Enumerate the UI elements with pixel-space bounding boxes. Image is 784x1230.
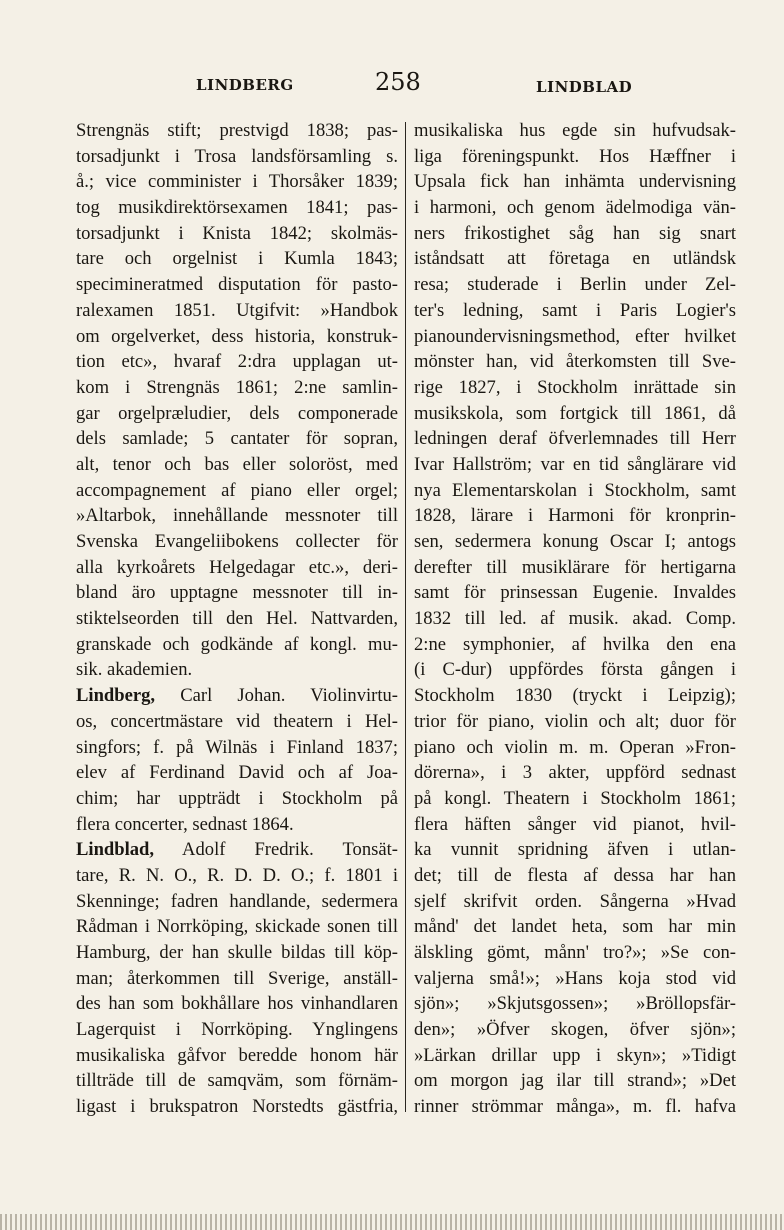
column-divider <box>405 122 406 1112</box>
text-line: på kongl. Theatern i Stockholm 1861; <box>414 787 736 809</box>
left-column <box>76 118 398 1120</box>
text-line: det; till de flesta af dessa har han <box>414 864 736 886</box>
text-line: Upsala fick han inhämta undervisning <box>414 171 736 193</box>
text-line: sen, sedermera konung Oscar I; antogs <box>414 531 736 552</box>
text-line: »Lärkan drillar upp i skyn»; »Tidigt <box>414 1044 736 1066</box>
text-line: alt, tenor och bas eller soloröst, med <box>76 453 398 475</box>
text-line: Skenninge; fadren handlande, sedermera <box>76 890 398 912</box>
text-line: chim; har uppträdt i Stockholm på <box>76 787 398 809</box>
text-line: »Altarbok, innehållande messnoter till <box>76 505 398 527</box>
text-line: gar orgelpræludier, dels componerade <box>76 402 398 424</box>
running-head-left: LINDBERG <box>196 76 294 94</box>
text-line: nya Elementarskolan i Stockholm, samt <box>414 479 736 501</box>
text-line: dörerna», i 3 akter, uppförd sednast <box>414 762 736 784</box>
text-line: valjerna små!»; »Hans koja stod vid <box>414 967 736 989</box>
text-line: musikaliska gåfvor beredde honom här <box>76 1044 398 1066</box>
text-line: piano och violin m. m. Operan »Fron- <box>414 736 736 758</box>
running-head-right: LINDBLAD <box>536 78 633 96</box>
text-line: samt för prinsessan Eugenie. Invaldes <box>414 582 736 604</box>
text-line: Hamburg, der han skulle bildas till köp- <box>76 942 398 963</box>
text-line: alla kyrkoårets Helgedagar etc.», deri- <box>76 556 398 578</box>
entry-first-line <box>76 683 398 709</box>
text-line: 1832 till led. af musik. akad. Comp. <box>414 608 736 630</box>
text-line: mönster han, vid återkomsten till Sve- <box>414 351 736 373</box>
text-line: den»; »Öfver skogen, öfver sjön»; <box>414 1019 736 1041</box>
text-line: man; återkommen till Sverige, anställ- <box>76 967 398 989</box>
text-line: torsadjunkt i Knista 1842; skolmäs- <box>76 222 398 244</box>
text-line: dels samlade; 5 cantater för sopran, <box>76 428 398 450</box>
text-line: Ivar Hallström; var en tid sånglärare vid <box>414 453 736 475</box>
entry-lindberg <box>76 683 398 837</box>
text-line: älskling gömt, månn' tro?»; »Se con- <box>414 942 736 963</box>
text-line: tare, R. N. O., R. D. D. O.; f. 1801 i <box>76 864 398 886</box>
text-line: specimineratmed disputation för pasto- <box>76 274 398 296</box>
text-line: om orgelverket, dess historia, konstruk- <box>76 325 398 347</box>
text-line: ralexamen 1851. Utgifvit: »Handbok <box>76 299 398 321</box>
continued-entry-text <box>76 118 398 683</box>
text-line: tog musikdirektörsexamen 1841; pas- <box>76 197 398 219</box>
text-line: månd' det landet heta, som har min <box>414 916 736 938</box>
entry-headword: Lindblad, <box>76 839 155 861</box>
text-line: Rådman i Norrköping, skickade sonen till <box>76 916 398 938</box>
text-line: Stockholm 1830 (tryckt i Leipzig); <box>414 685 736 707</box>
text-line: Svenska Evangeliibokens collecter för <box>76 531 398 552</box>
entry-first-line <box>76 837 398 863</box>
text-line: tion etc», hvaraf 2:dra upplagan ut- <box>76 351 398 373</box>
text-line: des han som bokhållare hos vinhandlaren <box>76 993 398 1015</box>
text-line: Strengnäs stift; prestvigd 1838; pas- <box>76 120 398 141</box>
text-line: tare och orgelnist i Kumla 1843; <box>76 248 398 270</box>
text-line: accompagnement af piano eller orgel; <box>76 479 398 501</box>
text-line: (i C-dur) uppfördes första gången i <box>414 659 736 681</box>
text-line: tillträde till de samqväm, som förnäm- <box>76 1070 398 1092</box>
text-line: rige 1827, i Stockholm inrättade sin <box>414 376 736 398</box>
text-line: granskade och godkände af kongl. mu- <box>76 633 398 655</box>
entry-lindblad <box>76 837 398 1120</box>
text-line: ter's ledning, samt i Paris Logier's <box>414 299 736 321</box>
text-line: rinner strömmar många», m. fl. hafva <box>414 1096 736 1118</box>
text-line: pianoundervisningsmethod, efter hvilket <box>414 325 736 347</box>
text-line: 1828, lärare i Harmoni för kronprin- <box>414 505 736 527</box>
text-line: sjelf skrifvit orden. Sångerna »Hvad <box>414 890 736 912</box>
text-line: kom i Strengnäs 1861; 2:ne samlin- <box>76 376 398 398</box>
text-line: om morgon jag ilar till strand»; »Det <box>414 1070 736 1092</box>
text-line: os, concertmästare vid theatern i Hel- <box>76 710 398 732</box>
entry-first-line-text: Adolf Fredrik. Tonsät- <box>182 839 399 861</box>
page-header <box>0 68 784 102</box>
text-line: derefter till musiklärare för hertigarna <box>414 556 736 578</box>
text-line: bland äro upptagne messnoter till in- <box>76 582 398 604</box>
right-column <box>414 118 736 1120</box>
text-line: sjön»; »Skjutsgossen»; »Bröllopsfär- <box>414 993 736 1015</box>
text-line: musikskola, som fortgick till 1861, då <box>414 402 736 424</box>
text-line: singfors; f. på Wilnäs i Finland 1837; <box>76 736 398 758</box>
text-line: sik. akademien. <box>76 659 193 681</box>
scan-edge-strip <box>0 1214 784 1230</box>
entry-headword: Lindberg, <box>76 685 156 707</box>
text-line: liga föreningspunkt. Hos Hæffner i <box>414 145 736 167</box>
text-line: å.; vice comminister i Thorsåker 1839; <box>76 171 398 193</box>
text-line: ners frikostighet såg han sig snart <box>414 222 736 244</box>
text-line: stiktelseorden till den Hel. Nattvarden, <box>76 608 398 630</box>
text-line: musikaliska hus egde sin hufvudsak- <box>414 120 736 141</box>
text-line: ka vunnit spridning äfven i utlan- <box>414 839 736 861</box>
text-line: ledningen deraf öfverlemnades till Herr <box>414 428 736 450</box>
text-line: torsadjunkt i Trosa landsförsamling s. <box>76 145 398 167</box>
text-line: Lagerquist i Norrköping. Ynglingens <box>76 1019 398 1041</box>
text-line: elev af Ferdinand David och af Joa- <box>76 762 398 784</box>
text-line: resa; studerade i Berlin under Zel- <box>414 274 736 296</box>
text-line: iståndsatt att företaga en utländsk <box>414 248 736 270</box>
page-number: 258 <box>375 68 421 96</box>
entry-first-line-text: Carl Johan. Violinvirtu- <box>180 685 398 707</box>
text-line: flera concerter, sednast 1864. <box>76 813 294 835</box>
text-line: trior för piano, violin och alt; duor för <box>414 710 736 732</box>
text-line: ligast i brukspatron Norstedts gästfria, <box>76 1096 398 1118</box>
text-line: i harmoni, och genom ädelmodiga vän- <box>414 197 736 219</box>
text-line: flera häften sånger vid pianot, hvil- <box>414 813 736 835</box>
text-line: 2:ne symphonier, af hvilka den ena <box>414 633 736 655</box>
